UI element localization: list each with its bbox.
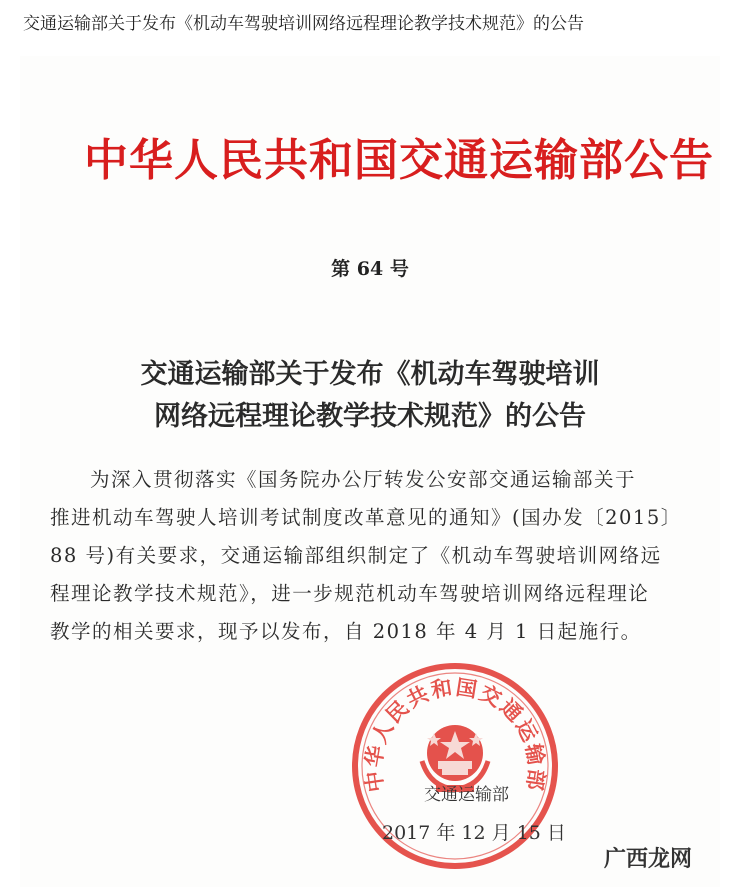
body-line-5: 教学的相关要求，现予以发布，自 2018 年 4 月 1 日起施行。 [50, 620, 642, 643]
document-title-line-1: 交通运输部关于发布《机动车驾驶培训 [140, 359, 600, 390]
article-headline: 交通运输部关于发布《机动车驾驶培训网络远程理论教学技术规范》的公告 [23, 14, 584, 34]
document-masthead: 中华人民共和国交通运输部公告 [84, 135, 714, 186]
site-watermark: 广西龙网 [604, 847, 693, 872]
body-line-4: 程理论教学技术规范》，进一步规范机动车驾驶培训网络远程理论 [50, 582, 650, 605]
document-number: 第 64 号 [331, 258, 409, 280]
seal-text: 中华人民共和国交通运输部 [360, 674, 550, 794]
signing-date: 2017 年 12 月 15 日 [382, 822, 566, 844]
body-line-1: 为深入贯彻落实《国务院办公厅转发公安部交通运输部关于 [90, 468, 637, 491]
notice-document [20, 56, 720, 887]
body-line-3: 88 号)有关要求，交通运输部组织制定了《机动车驾驶培训网络远 [50, 544, 662, 567]
document-title-line-2: 网络远程理论教学技术规范》的公告 [154, 401, 586, 432]
body-line-2: 推进机动车驾驶人培训考试制度改革意见的通知》(国办发〔2015〕 [50, 506, 682, 529]
signer: 交通运输部 [424, 785, 509, 805]
